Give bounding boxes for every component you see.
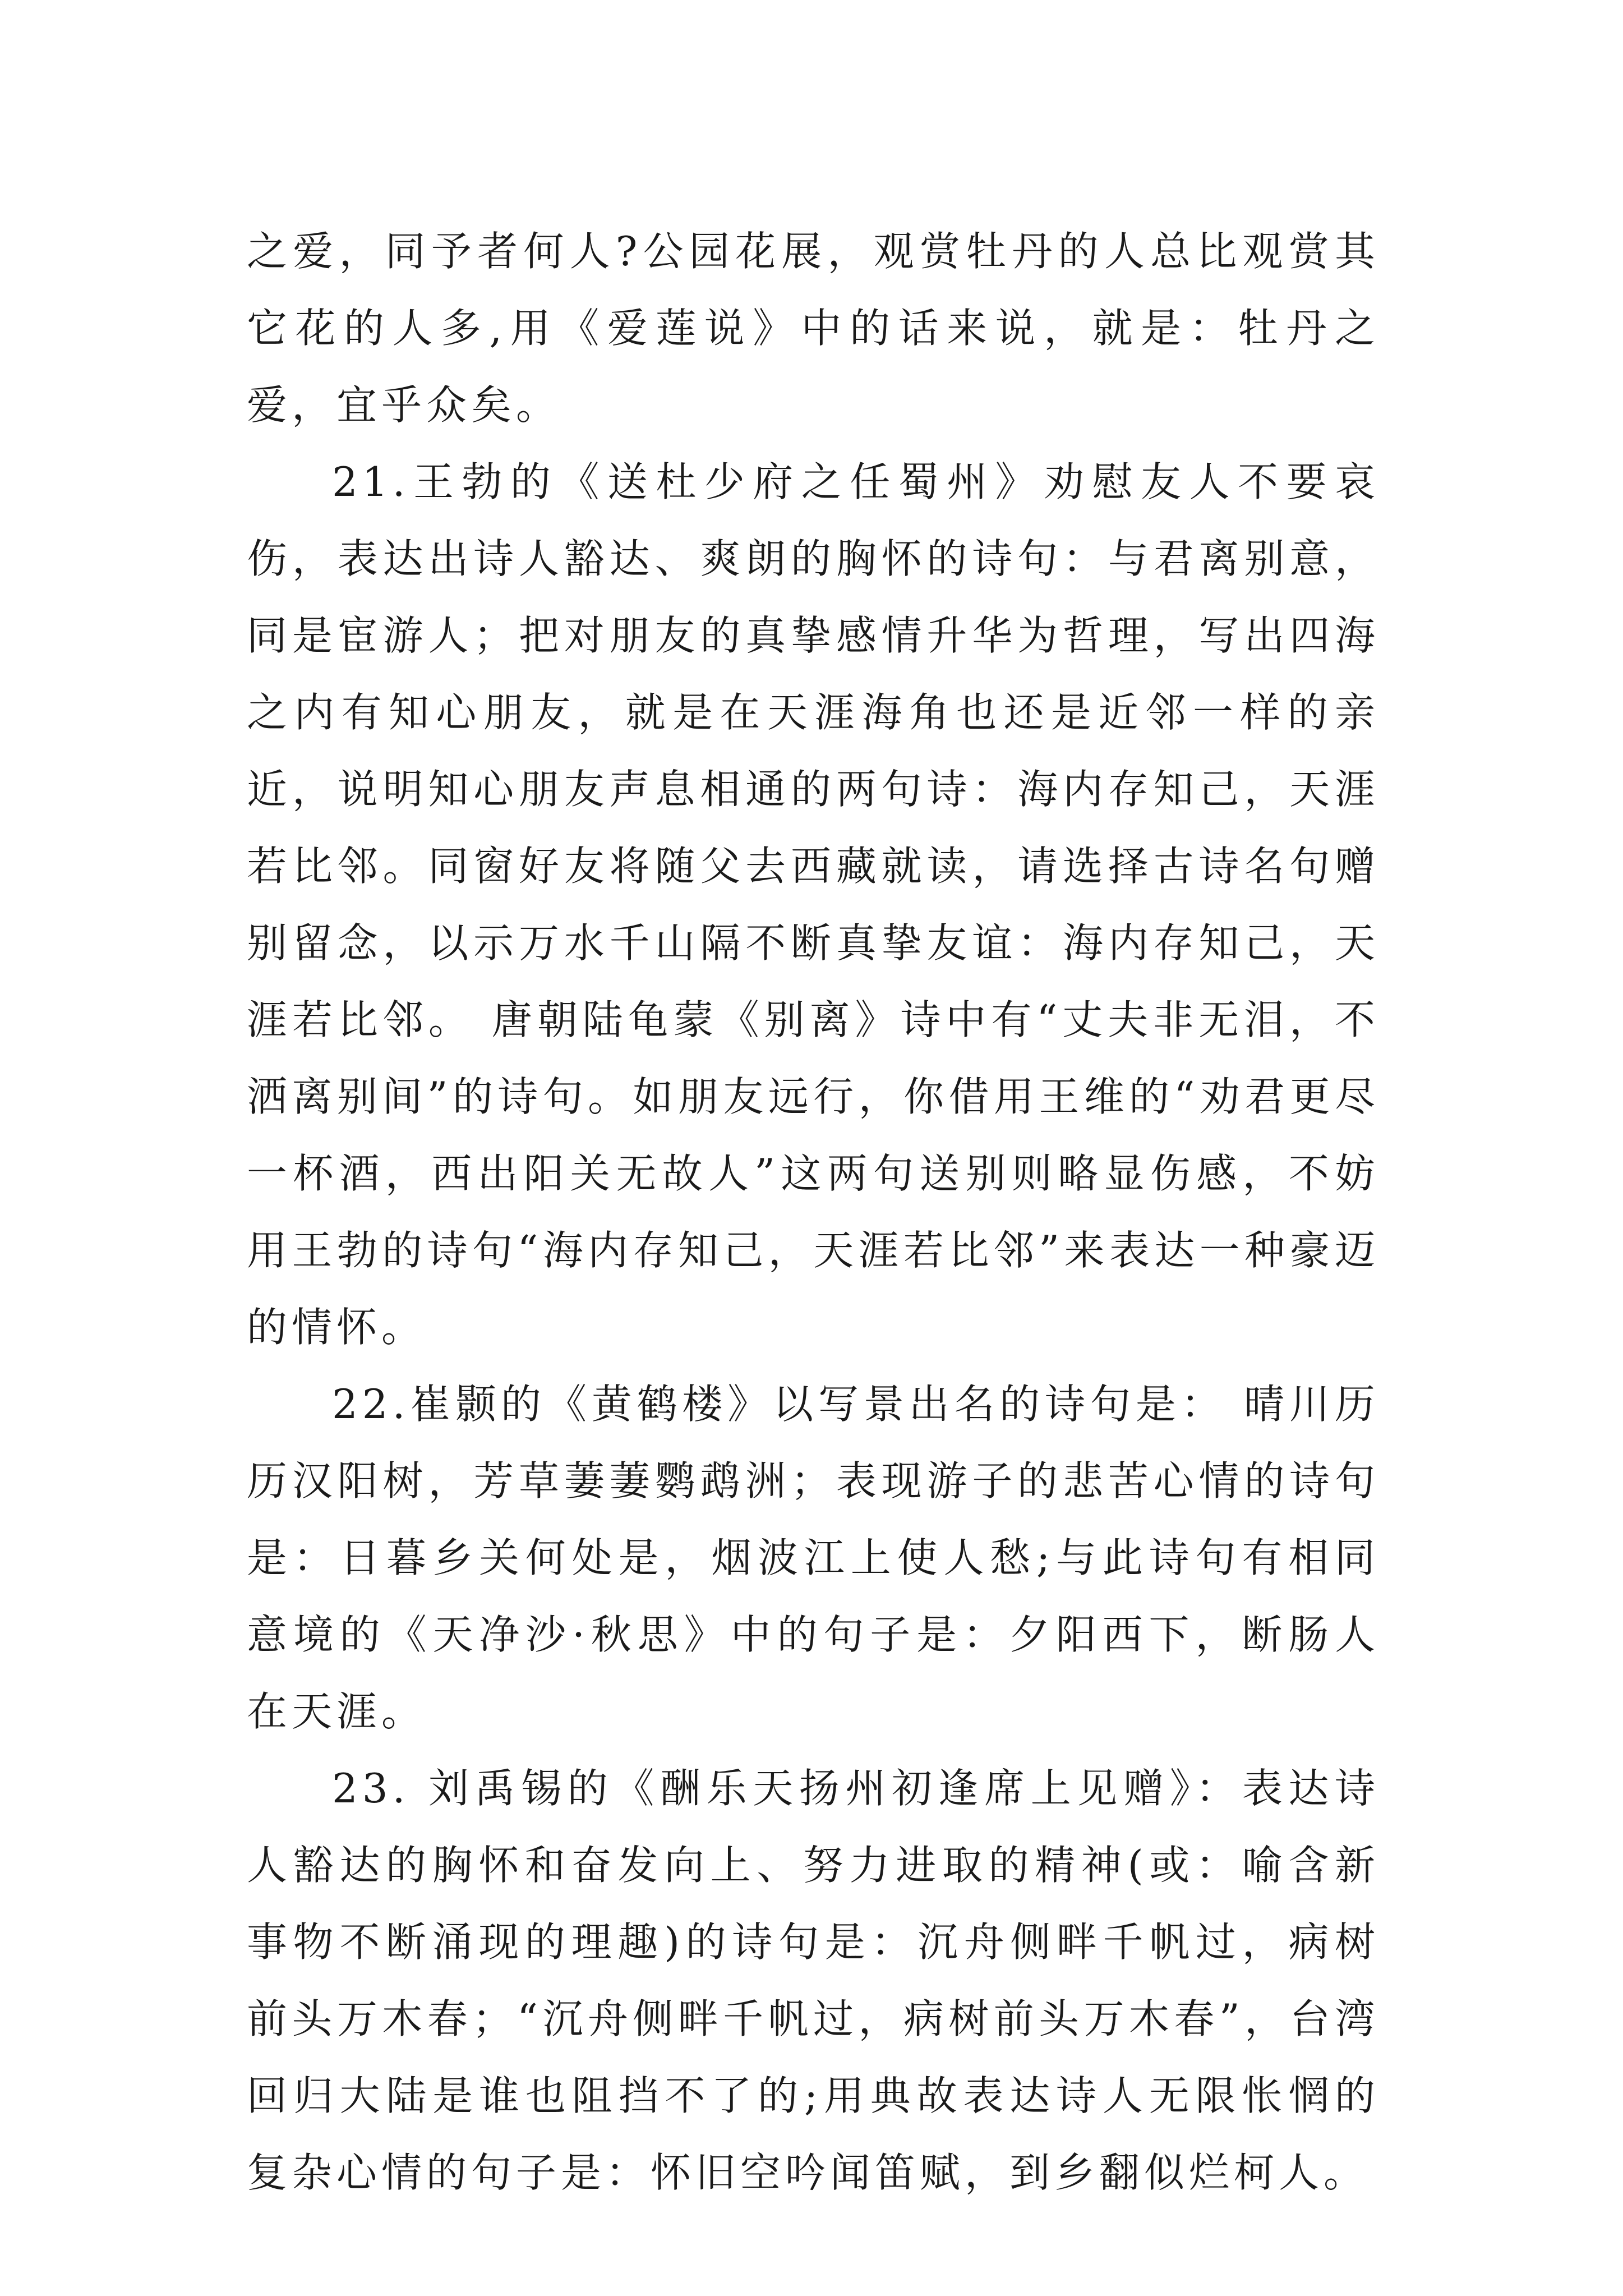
paragraph-item-23: 23. 刘禹锡的《酬乐天扬州初逢席上见赠》：表达诗人豁达的胸怀和奋发向上、努力进取的精神(或：喻含新事物不断涌现的理趣)的诗句是：沉舟侧畔千帆过，病树前头万木春；“沉舟侧畔千帆过，病树前头万木春”，台湾回归大陆是谁也阻挡不了的;用典故表达诗人无限怅惘的复杂心情的句子是：怀旧空吟闻笛赋，到乡翻似烂柯人。: [247, 1765, 1380, 2196]
paragraph-item-21: 21.王勃的《送杜少府之任蜀州》劝慰友人不要哀伤，表达出诗人豁达、爽朗的胸怀的诗句：与君离别意，同是宦游人；把对朋友的真挚感情升华为哲理，写出四海之内有知心朋友，就是在天涯海角也还是近邻一样的亲近，说明知心朋友声息相通的两句诗：海内存知己，天涯若比邻。同窗好友将随父去西藏就读，请选择古诗名句赠别留念，以示万水千山隔不断真挚友谊：海内存知己，天涯若比邻。 唐朝陆龟蒙《别离》诗中有“丈夫非无泪，不洒离别间”的诗句。如朋友远行，你借用王维的“劝君更尽一杯酒，西出阳关无故人”这两句送别则略显伤感，不妨用王勃的诗句“海内存知己，天涯若比邻”来表达一种豪迈的情怀。: [247, 458, 1380, 1351]
document-body: [247, 213, 1380, 2211]
paragraph-item-22: 22.崔颢的《黄鹤楼》以写景出名的诗句是： 晴川历历汉阳树，芳草萋萋鹦鹉洲；表现游子的悲苦心情的诗句是：日暮乡关何处是，烟波江上使人愁;与此诗句有相同意境的《天净沙·秋思》中的句子是：夕阳西下，断肠人在天涯。: [247, 1381, 1380, 1735]
paragraph-continuation: 之爱，同予者何人?公园花展，观赏牡丹的人总比观赏其它花的人多,用《爱莲说》中的话来说，就是：牡丹之爱，宜乎众矣。: [247, 228, 1380, 429]
